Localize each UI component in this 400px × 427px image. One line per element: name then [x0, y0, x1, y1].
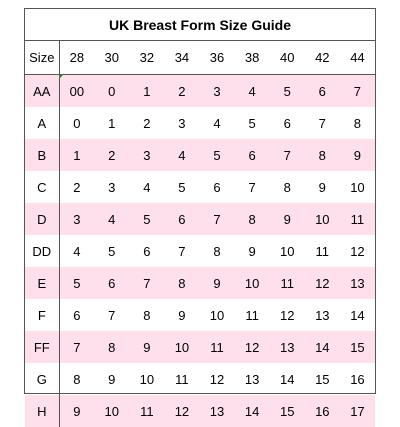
size-value-cell: 11: [270, 267, 305, 299]
cell-corner-marker: [59, 74, 64, 79]
size-value-cell: 11: [164, 363, 199, 395]
size-value-cell: 7: [129, 267, 164, 299]
size-column-header: Size: [25, 41, 59, 75]
size-value-cell: 13: [305, 299, 340, 331]
band-header: 44: [340, 41, 375, 75]
size-value-cell: 5: [199, 139, 234, 171]
size-value-cell: 11: [129, 395, 164, 427]
size-value-cell: 8: [164, 267, 199, 299]
size-value-cell: 12: [340, 235, 375, 267]
size-value-cell: 6: [59, 299, 94, 331]
band-header: 34: [164, 41, 199, 75]
size-value-cell: 13: [340, 267, 375, 299]
size-value-cell: 2: [164, 75, 199, 108]
size-value-cell: 12: [270, 299, 305, 331]
size-value-cell: 11: [340, 203, 375, 235]
size-guide-table: [24, 8, 376, 394]
size-value-cell: 14: [235, 395, 270, 427]
table-row: [25, 331, 375, 363]
table-row: [25, 203, 375, 235]
size-value-cell: 4: [199, 107, 234, 139]
cup-size-label: B: [25, 139, 59, 171]
size-value-cell: 15: [340, 331, 375, 363]
size-value-cell: 10: [164, 331, 199, 363]
size-value-cell: 6: [235, 139, 270, 171]
band-header: 30: [94, 41, 129, 75]
cup-size-label: H: [25, 395, 59, 427]
size-value-cell: 2: [59, 171, 94, 203]
cup-size-label: F: [25, 299, 59, 331]
size-value-cell: 13: [270, 331, 305, 363]
size-value-cell: 7: [235, 171, 270, 203]
size-value-cell: 4: [94, 203, 129, 235]
size-value-cell: 9: [270, 203, 305, 235]
table-row: [25, 107, 375, 139]
band-header: 28: [59, 41, 94, 75]
size-value-cell: 4: [235, 75, 270, 108]
size-value-cell: 9: [199, 267, 234, 299]
size-value-cell: 7: [270, 139, 305, 171]
size-value-cell: 6: [164, 203, 199, 235]
size-value-cell: 8: [199, 235, 234, 267]
cup-size-label: D: [25, 203, 59, 235]
size-value-cell: 5: [164, 171, 199, 203]
table-row: [25, 267, 375, 299]
cup-size-label: DD: [25, 235, 59, 267]
size-value-cell: 10: [94, 395, 129, 427]
size-value-cell: 10: [305, 203, 340, 235]
band-header: 38: [235, 41, 270, 75]
size-value-cell: 13: [235, 363, 270, 395]
size-value-cell: 14: [305, 331, 340, 363]
size-value-cell: 6: [94, 267, 129, 299]
size-value-cell: 8: [129, 299, 164, 331]
size-value-cell: 9: [235, 235, 270, 267]
size-value-cell: 9: [305, 171, 340, 203]
size-value-cell: 9: [59, 395, 94, 427]
cup-size-label: AA: [25, 75, 59, 108]
size-value-cell: 12: [199, 363, 234, 395]
size-value-cell: 10: [129, 363, 164, 395]
size-value-cell: 2: [94, 139, 129, 171]
size-value-cell: 7: [59, 331, 94, 363]
table-row: [25, 235, 375, 267]
size-value-cell: 4: [164, 139, 199, 171]
size-value-cell: 11: [199, 331, 234, 363]
size-value-cell: 6: [199, 171, 234, 203]
band-header: 40: [270, 41, 305, 75]
cup-size-label: A: [25, 107, 59, 139]
size-value-cell: 15: [305, 363, 340, 395]
size-value-cell: 8: [305, 139, 340, 171]
cup-size-label: C: [25, 171, 59, 203]
size-value-cell: 7: [199, 203, 234, 235]
size-value-cell: 5: [129, 203, 164, 235]
size-value-cell: 15: [270, 395, 305, 427]
size-value-cell: 5: [94, 235, 129, 267]
size-value-cell: 10: [270, 235, 305, 267]
size-value-cell: 3: [94, 171, 129, 203]
size-value-cell: 10: [340, 171, 375, 203]
size-value-cell: 7: [340, 75, 375, 108]
size-value-cell: 0: [94, 75, 129, 108]
size-value-cell: 0: [59, 107, 94, 139]
size-value-cell: 13: [199, 395, 234, 427]
size-value-cell: 3: [59, 203, 94, 235]
header-row: [25, 41, 375, 75]
size-value-cell: 6: [129, 235, 164, 267]
band-header: 32: [129, 41, 164, 75]
band-header: 36: [199, 41, 234, 75]
band-header: 42: [305, 41, 340, 75]
size-value-cell: 6: [305, 75, 340, 108]
size-value-cell: 17: [340, 395, 375, 427]
size-value-cell: 00: [59, 75, 94, 108]
size-value-cell: 7: [164, 235, 199, 267]
size-value-cell: 9: [129, 331, 164, 363]
cup-size-label: G: [25, 363, 59, 395]
size-value-cell: 8: [94, 331, 129, 363]
size-value-cell: 14: [270, 363, 305, 395]
size-value-cell: 1: [59, 139, 94, 171]
cup-size-label: E: [25, 267, 59, 299]
size-value-cell: 10: [199, 299, 234, 331]
size-value-cell: 10: [235, 267, 270, 299]
size-value-cell: 11: [305, 235, 340, 267]
size-value-cell: 4: [59, 235, 94, 267]
page-title: UK Breast Form Size Guide: [25, 9, 375, 41]
size-value-cell: 7: [94, 299, 129, 331]
size-value-cell: 5: [59, 267, 94, 299]
size-value-cell: 7: [305, 107, 340, 139]
size-grid: [25, 41, 375, 427]
size-value-cell: 5: [235, 107, 270, 139]
size-value-cell: 11: [235, 299, 270, 331]
size-value-cell: 12: [305, 267, 340, 299]
size-value-cell: 16: [305, 395, 340, 427]
size-value-cell: 4: [129, 171, 164, 203]
table-body: [25, 75, 375, 427]
size-value-cell: 9: [340, 139, 375, 171]
table-row: [25, 139, 375, 171]
size-value-cell: 9: [164, 299, 199, 331]
size-value-cell: 8: [340, 107, 375, 139]
size-value-cell: 3: [129, 139, 164, 171]
size-value-cell: 5: [270, 75, 305, 108]
size-value-cell: 8: [59, 363, 94, 395]
size-value-cell: 8: [235, 203, 270, 235]
table-row: [25, 299, 375, 331]
size-value-cell: 1: [129, 75, 164, 108]
size-value-cell: 16: [340, 363, 375, 395]
table-row: [25, 363, 375, 395]
size-value-cell: 12: [235, 331, 270, 363]
size-value-cell: 9: [94, 363, 129, 395]
size-value-cell: 2: [129, 107, 164, 139]
size-value-cell: 1: [94, 107, 129, 139]
size-value-cell: 3: [164, 107, 199, 139]
size-value-cell: 6: [270, 107, 305, 139]
cup-size-label: FF: [25, 331, 59, 363]
size-value-cell: 8: [270, 171, 305, 203]
table-row: [25, 171, 375, 203]
size-value-cell: 14: [340, 299, 375, 331]
size-value-cell: 12: [164, 395, 199, 427]
table-row: [25, 75, 375, 108]
size-value-cell: 3: [199, 75, 234, 108]
